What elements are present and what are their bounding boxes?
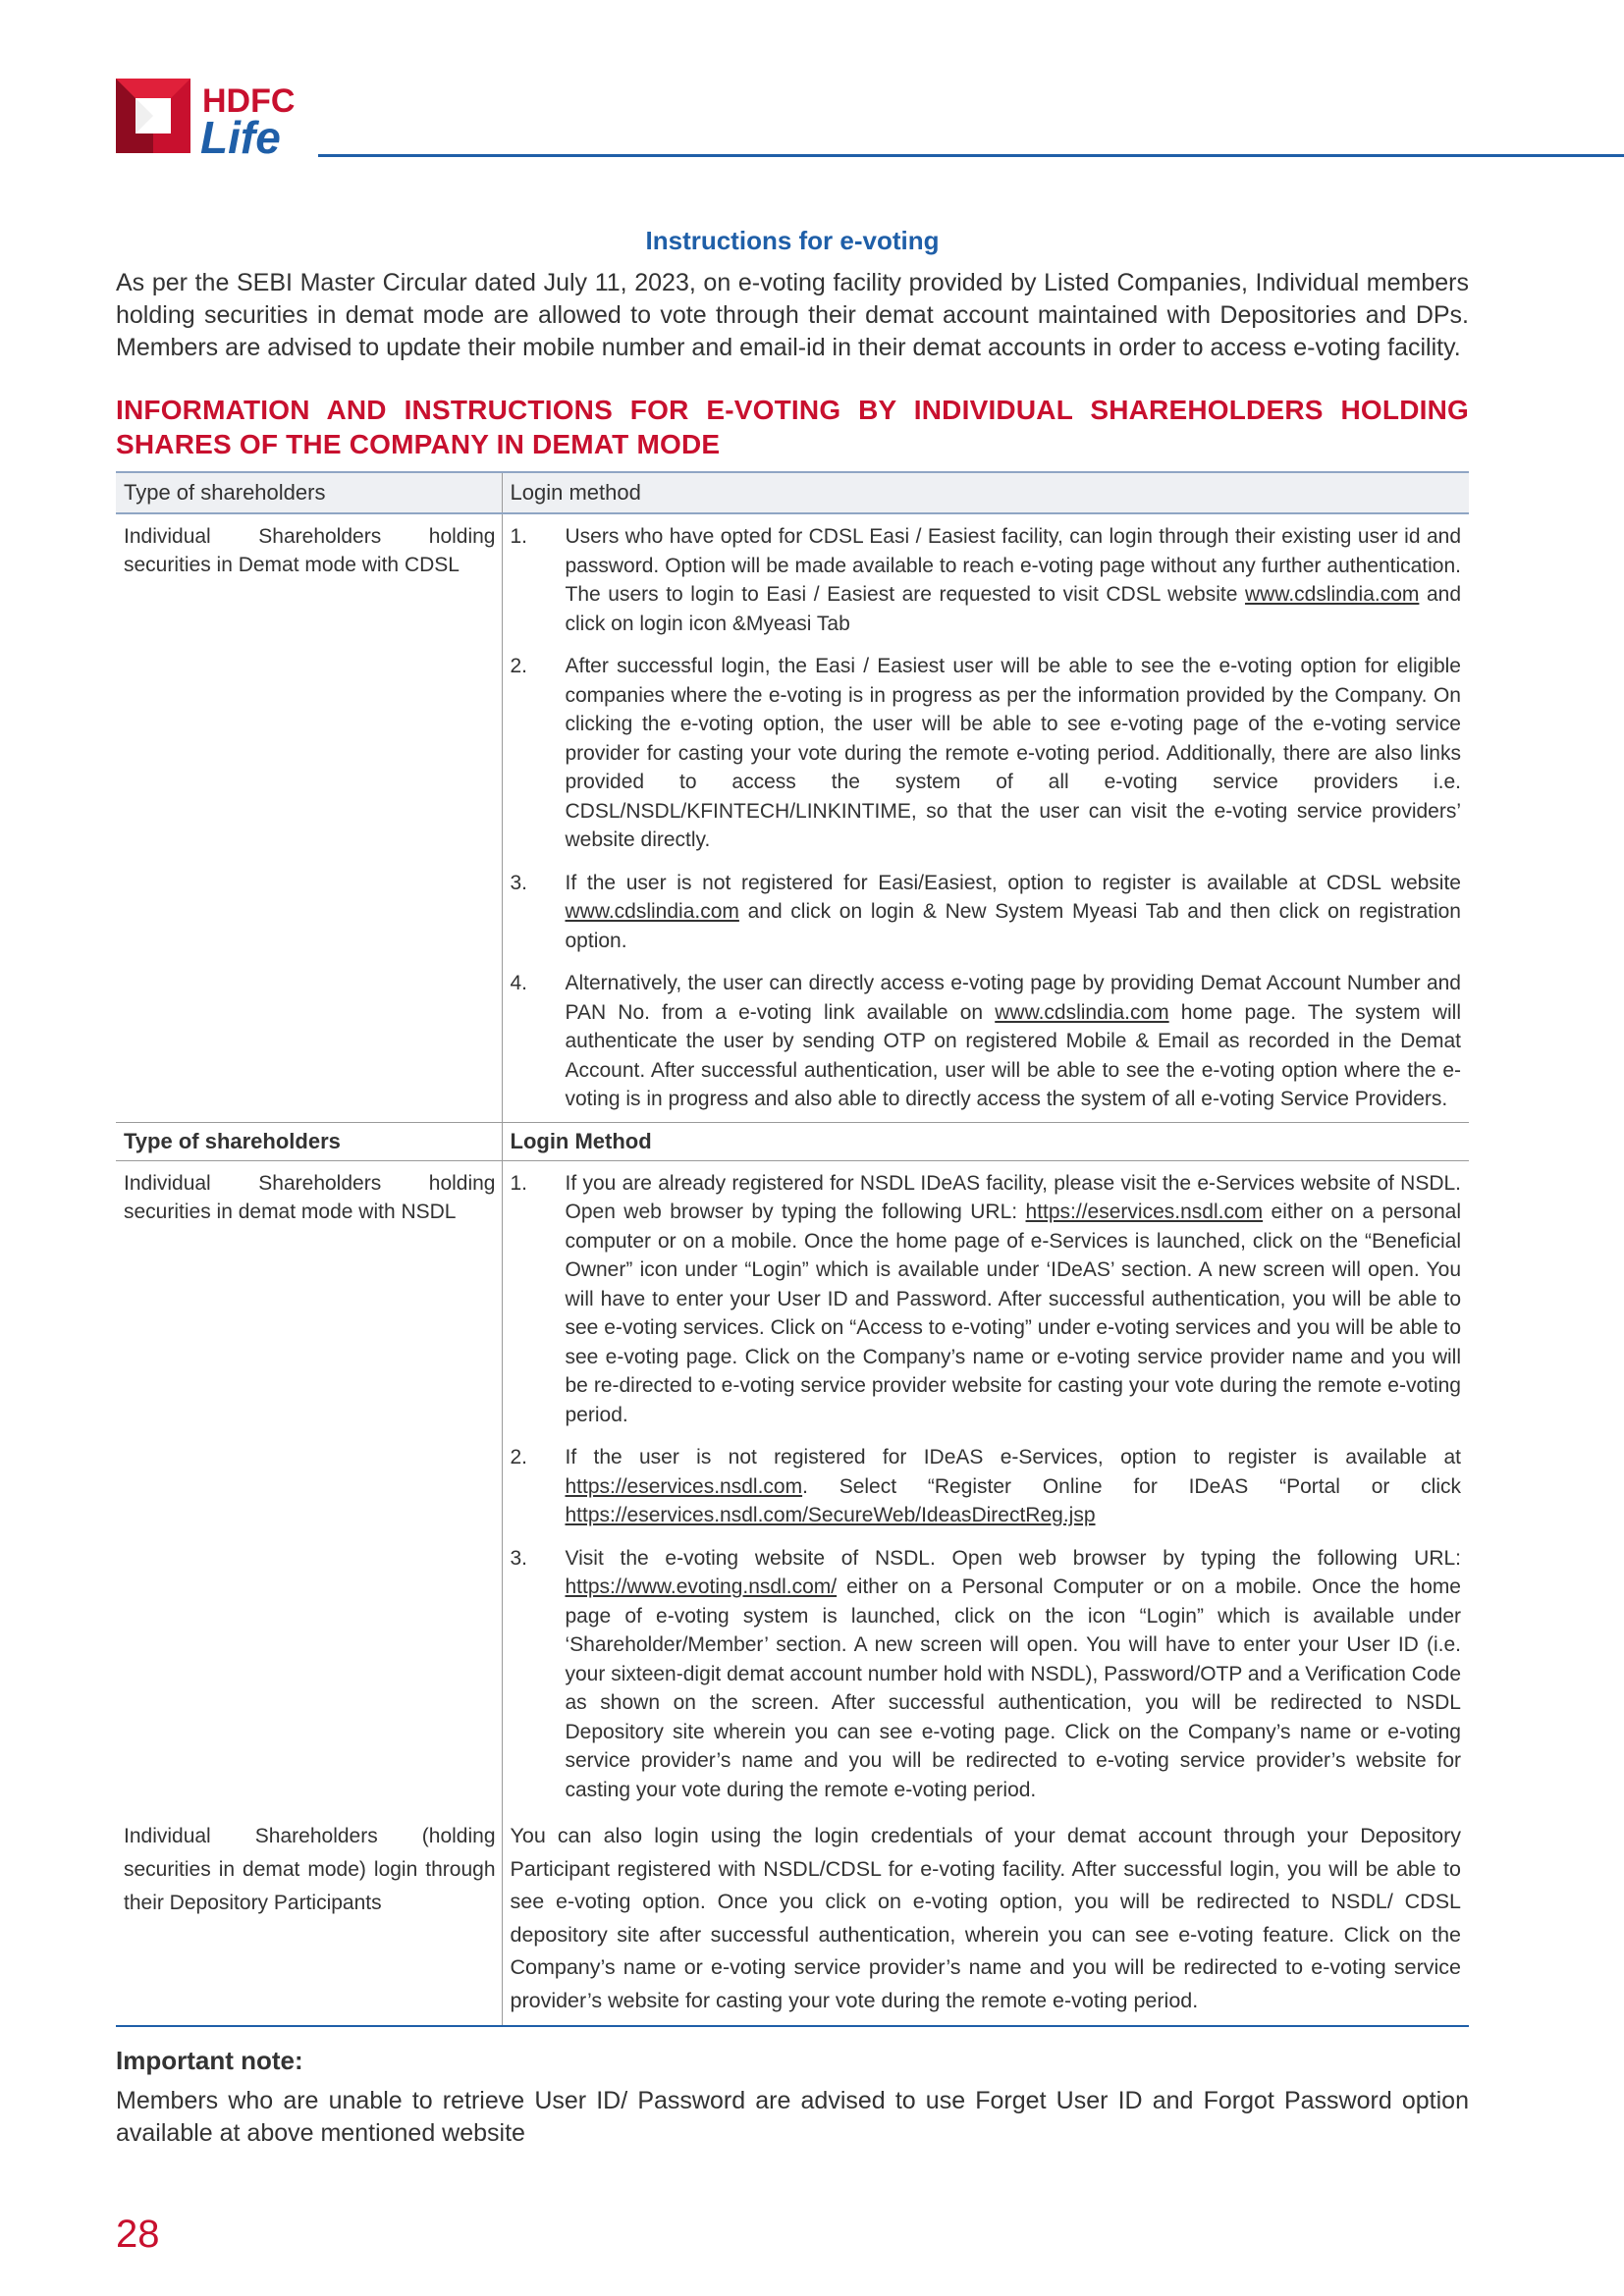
section-heading: INFORMATION AND INSTRUCTIONS FOR E-VOTING BY INDIVIDUAL SHAREHOLDERS HOLDING SHARES OF THE COMPANY IN DEMAT MODE	[116, 395, 1469, 459]
table-row-depository-participants	[116, 1812, 1469, 2026]
step-text: After successful login, the Easi / Easiest user will be able to see the e-voting option for eligible companies where the e-voting is in progress as per the information provided by the Company. On clicking the e-voting option, the user will be able to see e-voting page of the e-voting service provider for casting your vote during the remote e-voting period. Additionally, there are also links provided to access the system of all e-voting service providers i.e. CDSL/NSDL/KFINTECH/LINKINTIME, so that the user can visit the e-voting service providers’ website directly.	[565, 655, 1461, 851]
table-header-row	[116, 472, 1469, 513]
table-row-nsdl	[116, 1160, 1469, 1812]
step-text: If the user is not registered for IDeAS e-Services, option to register is available at https://eservices.nsdl.com. Select “Register Online for IDeAS “Portal or click https://eservices.nsdl.com/SecureWeb/IdeasDirectReg.jsp	[565, 1446, 1461, 1526]
subheader-type-of-shareholders: Type of shareholders	[116, 1122, 502, 1160]
list-item	[511, 522, 1462, 638]
shareholder-type-dp: Individual Shareholders (holding securities in demat mode) login through their Depository Participants	[116, 1812, 502, 2026]
list-item	[511, 1443, 1462, 1530]
login-method-cdsl	[502, 513, 1469, 1122]
cdsl-website-link[interactable]: www.cdslindia.com	[1244, 583, 1420, 606]
login-method-nsdl	[502, 1160, 1469, 1812]
list-item	[511, 652, 1462, 855]
page-title: Instructions for e-voting	[645, 226, 940, 255]
step-text: Visit the e-voting website of NSDL. Open web browser by typing the following URL: https://www.evoting.nsdl.com/ either on a Personal Computer or on a mobile. Once the home page of e-voting system is launched, click on the icon “Login” which is available under ‘Shareholder/Member’ section. A new screen will open. You will have to enter your User ID (i.e. your sixteen-digit demat account number hold with NSDL), Password/OTP and a Verification Code as shown on the screen. After successful authentication, you will be redirected to NSDL Depository site wherein you can see e-voting page. Click on the Company’s name or e-voting service provider’s name and you will be redirected to e-voting service provider’s website for casting your vote during the remote e-voting period.	[565, 1546, 1461, 1801]
step-number: 4.	[510, 972, 528, 994]
step-text: If the user is not registered for Easi/Easiest, option to register is available at CDSL website www.cdslindia.com and click on login & New System Myeasi Tab and then click on registration option.	[565, 871, 1461, 952]
step-text: Alternatively, the user can directly access e-voting page by providing Demat Account Number and PAN No. from a e-voting link available on www.cdslindia.com home page. The system will authenticate the user by sending OTP on registered Mobile & Email as recorded in the Demat Account. After successful authentication, user will be able to see the e-voting option where the e-voting is in progress and also able to directly access the system of all e-voting Service Providers.	[565, 972, 1461, 1110]
list-item	[511, 1544, 1462, 1805]
hdfc-life-logo	[116, 75, 312, 157]
list-item	[511, 1169, 1462, 1430]
table-row-cdsl	[116, 513, 1469, 1122]
list-item	[511, 869, 1462, 956]
nsdl-steps	[511, 1169, 1462, 1805]
logo-text-life: Life	[200, 112, 281, 157]
cdsl-steps	[511, 522, 1462, 1114]
page-number: 28	[116, 2213, 160, 2256]
nsdl-eservices-link[interactable]: https://eservices.nsdl.com	[565, 1474, 803, 1498]
header-login-method: Login method	[502, 472, 1469, 513]
step-number: 2.	[510, 655, 528, 677]
intro-paragraph: As per the SEBI Master Circular dated July 11, 2023, on e-voting facility provided by Listed Companies, Individual members holding securities in demat mode are allowed to vote through their demat account maintained with Depositories and DPs. Members are advised to update their mobile number and email-id in their demat accounts in order to access e-voting facility.	[116, 269, 1469, 361]
header-type-of-shareholders: Type of shareholders	[116, 472, 502, 513]
evoting-instructions-table	[116, 471, 1469, 2027]
subheader-login-method: Login Method	[502, 1122, 1469, 1160]
important-note-text: Members who are unable to retrieve User ID/ Password are advised to use Forget User ID and Forgot Password option available at above mentioned website	[116, 2087, 1469, 2147]
cdsl-website-link[interactable]: www.cdslindia.com	[565, 900, 739, 923]
cdsl-website-link[interactable]: www.cdslindia.com	[995, 1000, 1169, 1024]
hdfc-life-logo-mark	[116, 75, 312, 157]
list-item	[511, 969, 1462, 1114]
step-number: 2.	[510, 1446, 528, 1468]
nsdl-eservices-link[interactable]: https://eservices.nsdl.com	[1025, 1201, 1264, 1223]
important-note-title: Important note:	[116, 2046, 303, 2075]
step-number: 1.	[510, 1171, 528, 1195]
shareholder-type-cdsl: Individual Shareholders holding securities in Demat mode with CDSL	[116, 513, 502, 1122]
shareholder-type-nsdl: Individual Shareholders holding securities in demat mode with NSDL	[116, 1160, 502, 1812]
nsdl-evoting-link[interactable]: https://www.evoting.nsdl.com/	[565, 1575, 838, 1598]
step-text: Users who have opted for CDSL Easi / Easiest facility, can login through their existing user id and password. Option will be made available to reach e-voting page without any further authentication. The users to login to Easi / Easiest are requested to visit CDSL website www.cdslindia.com and click on login icon &Myeasi Tab	[565, 525, 1462, 635]
step-number: 3.	[510, 1546, 528, 1570]
step-number: 1.	[510, 525, 528, 548]
step-text: If you are already registered for NSDL IDeAS facility, please visit the e-Services website of NSDL. Open web browser by typing the following URL: https://eservices.nsdl.com either on a personal computer or on a mobile. Once the home page of e-Services is launched, click on the “Beneficial Owner” icon under “Login” which is available under ‘IDeAS’ section. A new screen will open. You will have to enter your User ID and Password. After successful authentication, you will be able to see e-voting services. Click on “Access to e-voting” under e-voting services and you will be able to see e-voting page. Click on the Company’s name or e-voting service provider name and you will be re-directed to e-voting service provider website for casting your vote during the remote e-voting period.	[565, 1171, 1461, 1426]
header-rule	[318, 154, 1624, 157]
logo-text-hdfc: HDFC	[202, 82, 296, 120]
nsdl-ideas-register-link[interactable]: https://eservices.nsdl.com/SecureWeb/IdeasDirectReg.jsp	[565, 1504, 1096, 1526]
table-subheader-row	[116, 1122, 1469, 1160]
step-number: 3.	[510, 871, 528, 894]
login-method-dp: You can also login using the login credentials of your demat account through your Depository Participant registered with NSDL/CDSL for e-voting facility. After successful login, you will be able to see e-voting option. Once you click on e-voting option, you will be redirected to NSDL/ CDSL depository site after successful authentication, wherein you can see e-voting feature. Click on the Company’s name or e-voting service provider’s name and you will be redirected to e-voting service provider’s website for casting your vote during the remote e-voting period.	[502, 1812, 1469, 2026]
